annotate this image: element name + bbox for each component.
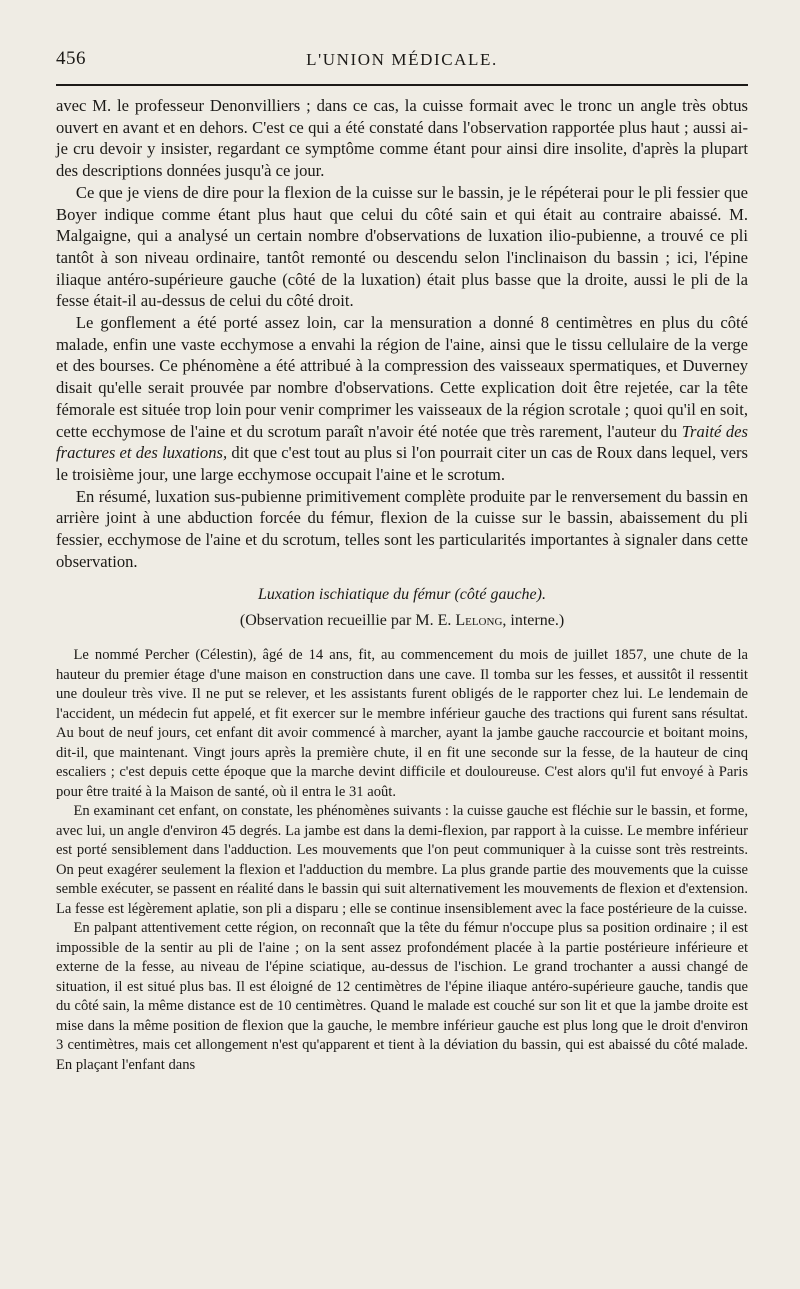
observation-credit <box>56 612 748 630</box>
page-number: 456 <box>56 48 86 69</box>
paragraph-flexion-continued: avec M. le professeur Denonvilliers ; dans ce cas, la cuisse formait avec le tronc un angle très obtus ouvert en avant et en dehors. C'est ce qui a été constaté dans l'observation rapportée plus haut ; aussi ai-je cru devoir y insister, regardant ce symptôme comme étant pour ainsi dire insolite, d'après la plupart des descriptions données jusqu'à ce jour. <box>56 96 748 181</box>
observer-prefix: (Observation recueillie par M. E. <box>239 612 456 630</box>
paragraph-gluteal-fold: Ce que je viens de dire pour la flexion de la cuisse sur le bassin, je le répéterai pour le pli fessier que Boyer indique comme étant plus haut que celui du côté sain et qui était au contraire abaissé. M. Malgaigne, qui a analysé un certain nombre d'observations de luxation ilio-pubienne, a trouvé ce pli tantôt à son niveau ordinaire, tantôt remonté ou descendu selon l'inclinaison du bassin ; ici, l'épine iliaque antéro-supérieure gauche (côté de la luxation) était plus basse que la droite, aussi le pli de la fesse était-il au-dessus de celui du côté droit. <box>56 182 748 311</box>
observer-suffix: , interne.) <box>502 612 565 630</box>
observer-name: Lelong <box>455 612 503 630</box>
section-title: Luxation ischiatique du fémur (côté gauche). <box>258 586 546 604</box>
paragraph-swelling <box>56 312 748 486</box>
swelling-text-start: Le gonflement a été porté assez loin, car la mensuration a donné 8 centimètres en plus du côté malade, enfin une vaste ecchymose a envahi la région de l'aine, ainsi que le tissu cellulaire de la verge et des bourses. Ce phénomène a été attribué à la compression des vaisseaux spermatiques, et Duverney disait qu'elle serait prouvée par nombre d'observations. Cette explication doit être rejetée, car la tête fémorale est située trop loin pour venir comprimer les vaisseaux de la région scrotale ; quoi qu'il en soit, cette ecchymose de l'aine et du scrotum paraît n'avoir été notée que très rarement, l'auteur du <box>56 313 748 441</box>
swelling-text-end: dit que c'est tout au plus si l'on pourrait citer un cas de Roux dans lequel, vers le troisième jour, une large ecchymose occupait l'aine et le scrotum. <box>56 443 748 484</box>
paragraph-summary: En résumé, luxation sus-pubienne primitivement complète produite par le renversement du bassin en arrière joint à une abduction forcée du fémur, flexion de la cuisse sur le bassin, abaissement du pli fessier, ecchymose de l'aine et du scrotum, telles sont les particularités importantes à signaler dans cette observation. <box>56 486 748 571</box>
paragraph-case-history: Le nommé Percher (Célestin), âgé de 14 ans, fit, au commencement du mois de juillet 1857, une chute de la hauteur du premier étage d'une maison en construction dans une cave. Il tomba sur les fesses, et aussitôt il ressentit une douleur très vive. Il ne put se relever, et les assistants furent obligés de le rapporter chez lui. Le lendemain de l'accident, un médecin fut appelé, et fit exercer sur le membre inférieur gauche des tractions qui furent sans résultat. Au bout de neuf jours, cet enfant dit avoir commencé à marcher, ayant la jambe gauche raccourcie et boitant moins, dit-il, que maintenant. Vingt jours après la première chute, il en fit une seconde sur la fesse, de la hauteur de cinq escaliers ; c'est depuis cette époque que la marche devint difficile et douloureuse. C'est alors qu'il fut envoyé à Paris pour être traité à la Maison de santé, où il entra le 31 août. <box>56 647 748 800</box>
paragraph-palpation: En palpant attentivement cette région, on reconnaît que la tête du fémur n'occupe plus sa position ordinaire ; il est impossible de la sentir au pli de l'aine ; on la sent assez profondément placée à la partie postérieure inférieure et externe de la fesse, au niveau de l'épine sciatique, au-dessus de l'ischion. Le grand trochanter a aussi changé de situation, il est situé plus bas. Il est éloigné de 12 centimètres de l'épine iliaque antéro-supérieure gauche, tandis que du côté sain, la même distance est de 10 centimètres. Quand le malade est couché sur son lit et que la jambe droite est mise dans la même position de flexion que la gauche, le membre inférieur gauche est plus long que le droit d'environ 3 centimètres, mais cet allongement n'est qu'apparent et tient à la déviation du bassin, qui est abaissé du côté malade. En plaçant l'enfant dans <box>56 920 748 1073</box>
paragraph-examination: En examinant cet enfant, on constate, les phénomènes suivants : la cuisse gauche est fléchie sur le bassin, et forme, avec lui, un angle d'environ 45 degrés. La jambe est dans la demi-flexion, par rapport à la cuisse. Le membre inférieur est porté sensiblement dans l'adduction. Les mouvements que l'on peut communiquer à la cuisse sont très restreints. On peut exagérer seulement la flexion et l'adduction du membre. La plus grande partie des mouvements que la cuisse semble exécuter, se passent en réalité dans le bassin qui suit alternativement les mouvements de flexion et d'extension. La fesse est légèrement aplatie, son pli a disparu ; elle se continue insensiblement avec la face postérieure de la cuisse. <box>56 803 748 917</box>
header-rule <box>56 84 748 86</box>
journal-title: L'UNION MÉDICALE. <box>306 50 498 69</box>
book-title-italic: Traité des fractures et des luxations, <box>56 421 748 463</box>
page-header <box>56 40 748 74</box>
